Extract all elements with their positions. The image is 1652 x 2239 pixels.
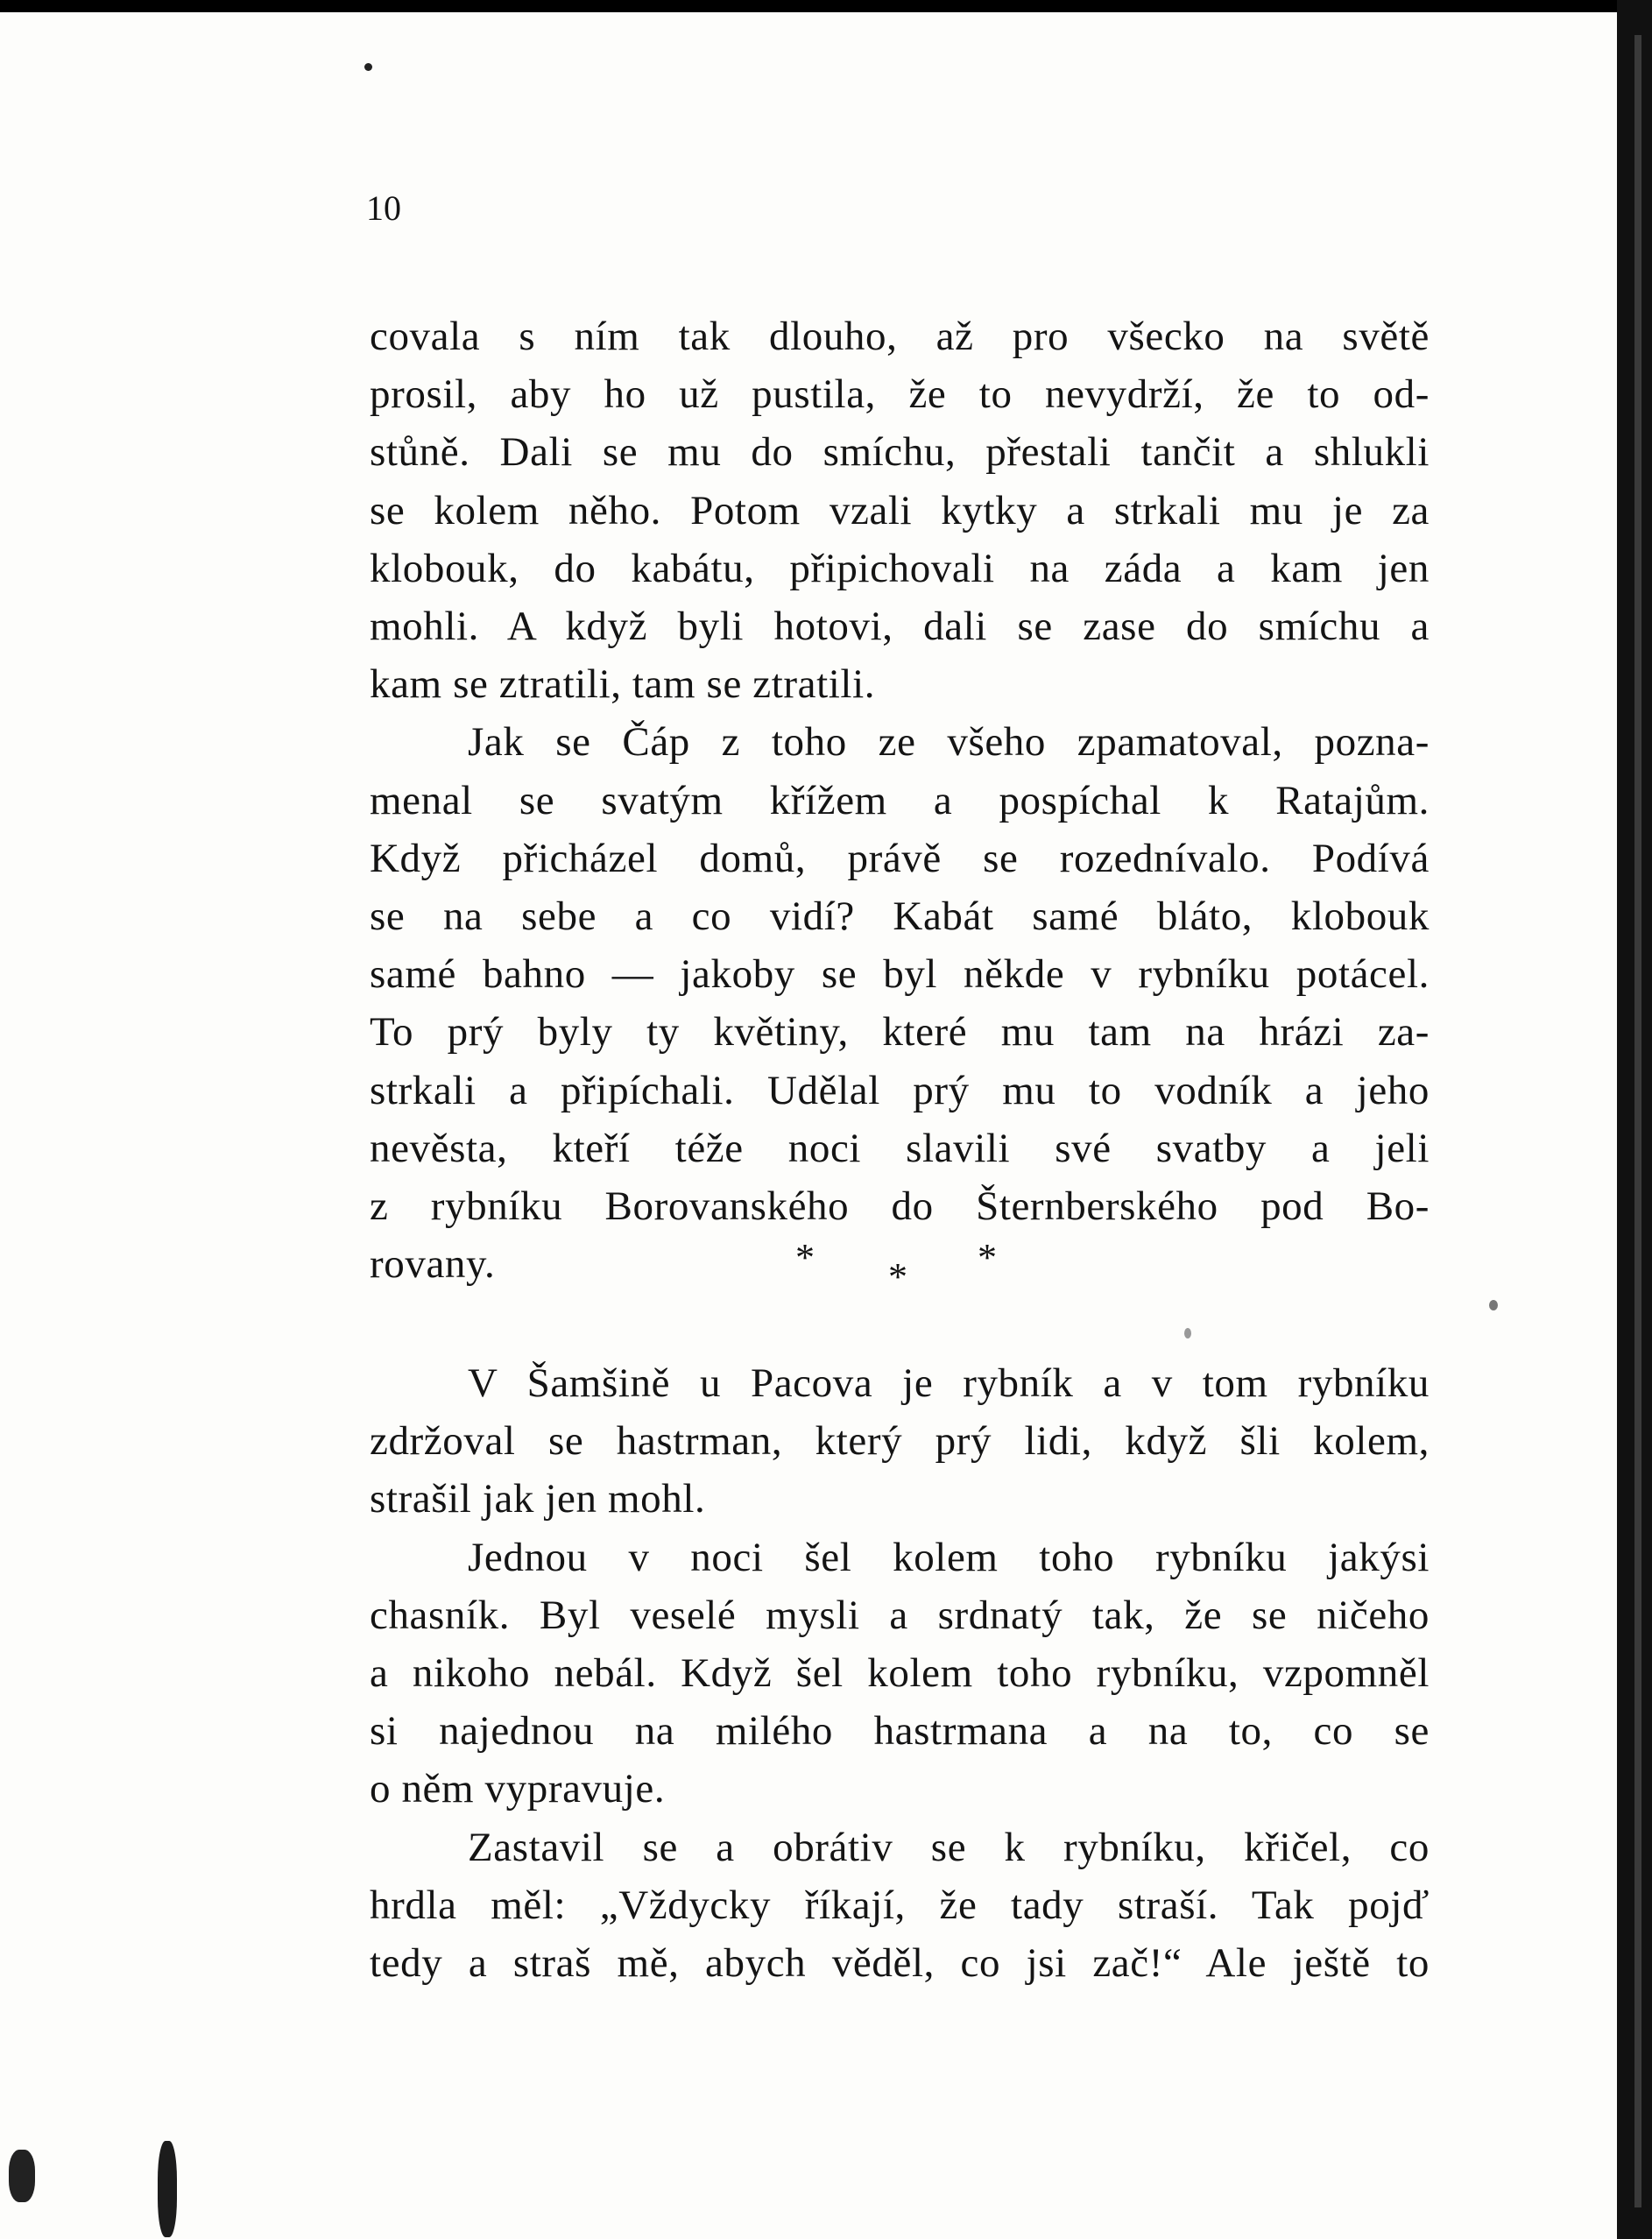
text-line: tedy a straš mě, abych věděl, co jsi zač!“ Ale ještě to [370,1940,1430,1987]
ink-speck [1184,1328,1191,1338]
text-block-1 [370,307,1430,1293]
text-line: Jak se Čáp z toho ze všeho zpamatoval, pozna- [468,719,1430,766]
text-line: mohli. A když byli hotovi, dali se zase do smíchu a [370,604,1430,650]
ink-speck [158,2141,177,2237]
text-line: covala s ním tak dlouho, až pro všecko na světě [370,314,1430,359]
text-block-2 [370,1354,1430,1992]
text-line: stůně. Dali se mu do smíchu, přestali tančit a shlukli [370,429,1430,476]
text-line: Jednou v noci šel kolem toho rybníku jakýsi [468,1534,1430,1580]
text-line: V Šamšině u Pacova je rybník a v tom rybníku [468,1360,1430,1406]
separator-star: * [978,1236,997,1279]
text-line: z rybníku Borovanského do Šternberského pod Bo- [370,1183,1430,1230]
ink-speck [9,2150,35,2202]
text-line: kam se ztratili, tam se ztratili. [370,661,876,708]
text-line: a nikoho nebál. Když šel kolem toho rybníku, vzpomněl [370,1650,1430,1697]
text-line: samé bahno — jakoby se byl někde v rybníku potácel. [370,951,1430,998]
text-line: prosil, aby ho už pustila, že to nevydrží, že to od- [370,371,1430,418]
text-line: o něm vypravuje. [370,1766,666,1812]
book-page [0,12,1617,2239]
text-line: Když přicházel domů, právě se rozednívalo. Podívá [370,835,1430,881]
text-line: rovany. [370,1241,496,1288]
text-line: se na sebe a co vidí? Kabát samé bláto, klobouk [370,893,1430,940]
text-line: chasník. Byl veselé mysli a srdnatý tak, že se ničeho [370,1592,1430,1638]
ink-speck [364,63,372,71]
ink-speck [1489,1300,1498,1310]
separator-star: * [888,1255,907,1298]
book-binding-edge [1617,0,1652,2239]
binding-line [1634,35,1641,2207]
section-separator [370,1235,1430,1305]
text-line: strašil jak jen mohl. [370,1476,706,1522]
text-line: klobouk, do kabátu, připichovali na záda a kam jen [370,545,1430,591]
text-line: si najednou na milého hastrmana a na to, co se [370,1708,1430,1755]
text-line: strkali a připíchali. Udělal prý mu to vodník a jeho [370,1067,1430,1113]
text-line: hrdla měl: „Vždycky říkají, že tady straší. Tak pojď [370,1882,1430,1928]
text-line: To prý byly ty květiny, které mu tam na hrázi za- [370,1009,1430,1056]
page-number: 10 [366,188,401,228]
text-line: zdržoval se hastrman, který prý lidi, když šli kolem, [370,1418,1430,1465]
text-line: nevěsta, kteří téže noci slavili své svatby a jeli [370,1125,1430,1171]
separator-star: * [795,1236,815,1279]
text-line: se kolem něho. Potom vzali kytky a strkali mu je za [370,487,1430,533]
text-line: menal se svatým křížem a pospíchal k Ratajům. [370,777,1430,823]
text-line: Zastavil se a obrátiv se k rybníku, křičel, co [468,1824,1430,1870]
